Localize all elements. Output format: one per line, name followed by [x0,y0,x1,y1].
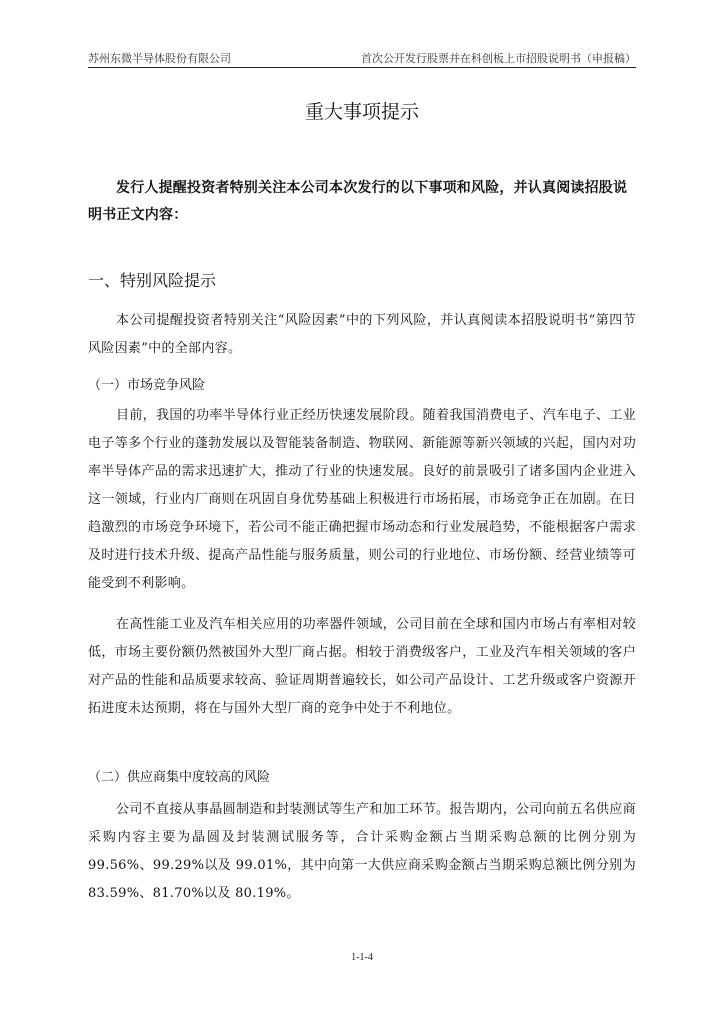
subsection-heading-supplier-concentration: （二）供应商集中度较高的风险 [88,770,271,785]
market-competition-paragraph-2: 在高性能工业及汽车相关应用的功率器件领域，公司目前在全球和国内市场占有率相对较低，市场主要份额仍然被国外大型厂商占据。相较于消费级客户，工业及汽车相关领域的客户对产品的性能和品质要求较高、验证周期普遍较长，如公司产品设计、工艺升级或客户资源开拓进度未达预期，将在与国外大型厂商的竞争中处于不利地位。 [88,617,636,716]
market-competition-paragraph-1: 目前，我国的功率半导体行业正经历快速发展阶段。随着我国消费电子、汽车电子、工业电子等多个行业的蓬勃发展以及智能装备制造、物联网、新能源等新兴领域的兴起，国内对功率半导体产品的需求迅速扩大，推动了行业的快速发展。良好的前景吸引了诸多国内企业进入这一领域，行业内厂商则在巩固自身优势基础上积极进行市场拓展，市场竞争正在加剧。在日趋激烈的市场竞争环境下，若公司不能正确把握市场动态和行业发展趋势，不能根据客户需求及时进行技术升级、提高产品性能与服务质量，则公司的行业地位、市场份额、经营业绩等可能受到不利影响。 [88,408,636,591]
header-doc-title: 首次公开发行股票并在科创板上市招股说明书（申报稿） [361,52,636,65]
supplier-concentration-paragraph: 公司不直接从事晶圆制造和封装测试等生产和加工环节。报告期内，公司向前五名供应商采购内容主要为晶圆及封装测试服务等，合计采购金额占当期采购总额的比例分别为 99.56%、99.29%以及 99.01%，其中向第一大供应商采购金额占当期采购总额比例分别为 83.59%、81.70%以及 80.19%。 [88,802,636,901]
subsection-heading-market-competition: （一）市场竞争风险 [88,378,206,393]
page-header [88,50,636,66]
section-intro-paragraph: 本公司提醒投资者特别关注“风险因素”中的下列风险，并认真阅读本招股说明书“第四节 风险因素”中的全部内容。 [88,313,636,356]
page-title: 重大事项提示 [304,101,419,123]
investor-notice: 发行人提醒投资者特别关注本公司本次发行的以下事项和风险，并认真阅读招股说明书正文内容： [88,180,628,223]
section-heading-special-risk: 一、特别风险提示 [88,271,217,290]
page-number: 1-1-4 [351,952,373,963]
header-divider [88,67,636,68]
header-company: 苏州东微半导体股份有限公司 [88,52,231,65]
